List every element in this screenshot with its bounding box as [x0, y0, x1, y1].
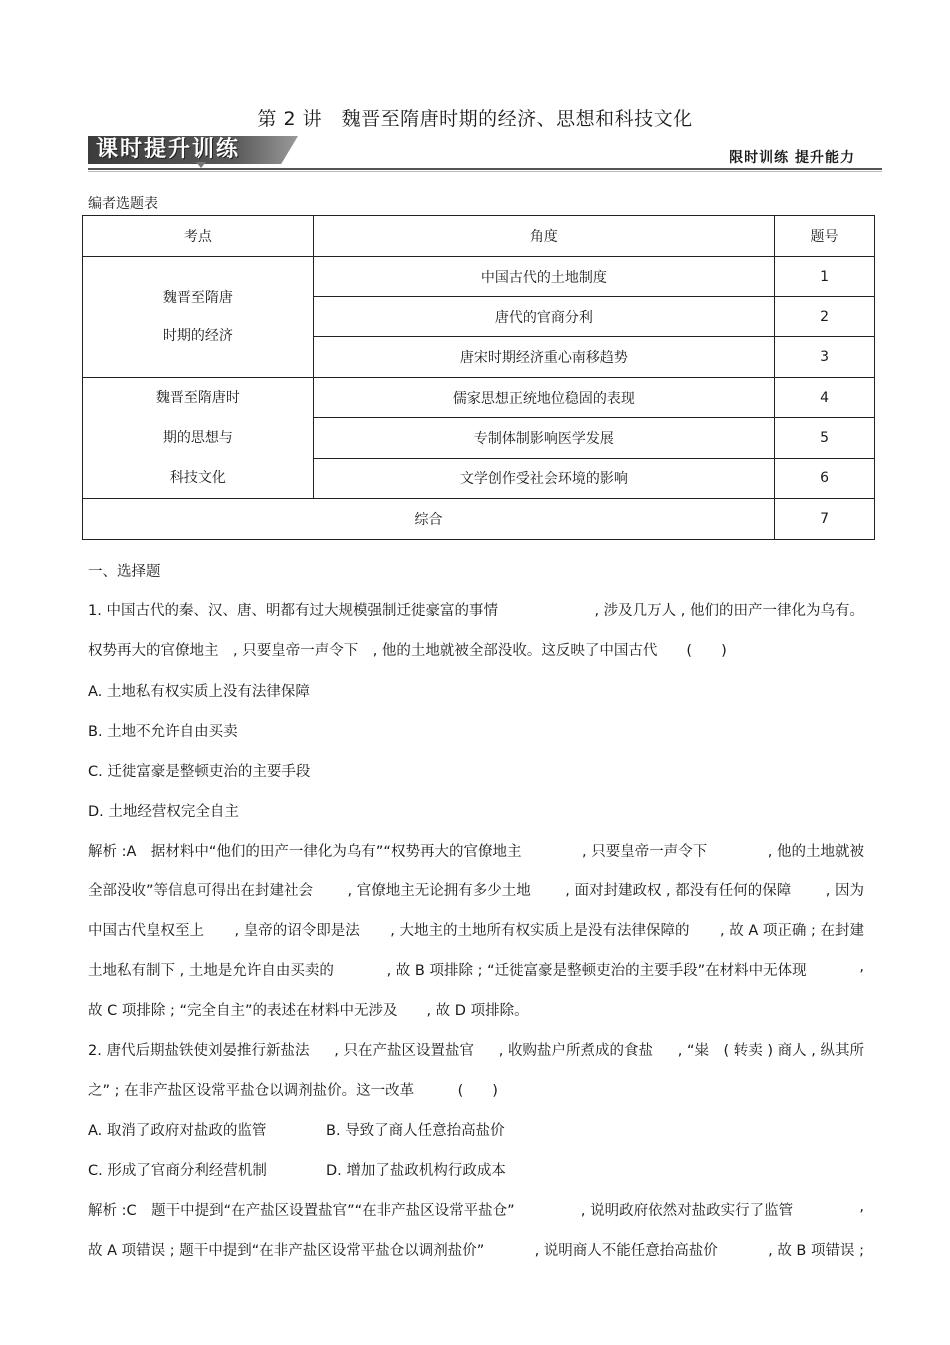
summary-number: 7	[775, 499, 875, 540]
analysis-line	[88, 879, 864, 900]
option-d: D. 增加了盐政机构行政成本	[326, 1163, 506, 1179]
text-segment: , 他的土地就被	[767, 844, 864, 860]
option-b: B. 导致了商人任意抬高盐价	[326, 1123, 505, 1139]
topic-table	[82, 215, 875, 540]
angle-cell: 中国古代的土地制度	[313, 257, 774, 297]
text-segment: ,	[859, 959, 864, 975]
header-angle: 角度	[313, 216, 774, 257]
text-segment: , 故 A 项正确 ; 在封建	[720, 923, 864, 939]
text-segment: 1. 中国古代的秦、汉、唐、明都有过大规模强制迁徙豪富的事情	[88, 603, 498, 619]
option-b: B. 土地不允许自由买卖	[88, 724, 238, 740]
number-cell: 6	[775, 458, 875, 498]
analysis-line	[88, 919, 864, 940]
text-segment: , “粜 ( 转卖 ) 商人 , 纵其所	[677, 1043, 864, 1059]
text-segment: 2. 唐代后期盐铁使刘晏推行新盐法	[88, 1043, 310, 1059]
text-segment: , 故 B 项排除 ; “迁徙富豪是整顿吏治的主要手段”在材料中无体现	[386, 963, 807, 979]
option-c: C. 形成了官商分利经营机制	[88, 1163, 267, 1179]
table-header-row	[83, 216, 875, 257]
text-segment: , 故 B 项错误 ;	[768, 1243, 864, 1259]
analysis-line	[88, 1239, 864, 1260]
angle-cell: 唐宋时期经济重心南移趋势	[313, 337, 774, 378]
number-cell: 5	[775, 418, 875, 458]
question-stem-line: 之” ; 在非产盐区设常平盐仓以调剂盐价。这一改革 ( )	[88, 1083, 498, 1099]
text-segment: , 官僚地主无论拥有多少土地	[347, 883, 531, 899]
text-segment: ,	[859, 1199, 864, 1215]
question-stem-line	[88, 599, 864, 620]
section-heading: 一、选择题	[88, 564, 161, 580]
topic-cell	[83, 378, 314, 499]
text-segment: , 大地主的土地所有权实质上是没有法律保障的	[390, 923, 690, 939]
topic-line: 科技文化	[169, 470, 226, 486]
header-rule-thin	[88, 171, 882, 172]
text-segment: 解析 :C 题干中提到“在产盐区设置盐官”“在非产盐区设常平盐仓”	[88, 1203, 515, 1219]
number-cell: 2	[775, 297, 875, 337]
text-segment: , 说明政府依然对盐政实行了监管	[580, 1203, 794, 1219]
banner-label: 课时提升训练	[96, 137, 241, 162]
header-rule	[88, 168, 882, 170]
text-segment: 故 A 项错误 ; 题干中提到“在非产盐区设常平盐仓以调剂盐价”	[88, 1243, 485, 1259]
text-segment: , 收购盐户所煮成的食盐	[498, 1043, 653, 1059]
number-cell: 3	[775, 337, 875, 378]
header-topic: 考点	[83, 216, 314, 257]
option-a: A. 土地私有权实质上没有法律保障	[88, 684, 310, 700]
text-segment: 全部没收”等信息可得出在封建社会	[88, 883, 314, 899]
angle-cell: 专制体制影响医学发展	[313, 418, 774, 458]
header-number: 题号	[775, 216, 875, 257]
text-segment: , 因为	[825, 883, 864, 899]
text-segment: , 皇帝的诏令即是法	[234, 923, 360, 939]
option-d: D. 土地经营权完全自主	[88, 804, 239, 820]
text-segment: , 涉及几万人 , 他们的田产一律化为乌有。	[594, 603, 864, 619]
angle-cell: 文学创作受社会环境的影响	[313, 458, 774, 498]
analysis-line	[88, 840, 864, 861]
text-segment: , 说明商人不能任意抬高盐价	[534, 1243, 718, 1259]
angle-cell: 儒家思想正统地位稳固的表现	[313, 378, 774, 418]
angle-cell: 唐代的官商分利	[313, 297, 774, 337]
lesson-title: 第 2 讲 魏晋至隋唐时期的经济、思想和科技文化	[257, 108, 693, 130]
text-segment: 中国古代皇权至上	[88, 923, 204, 939]
analysis-line	[88, 959, 864, 980]
analysis-line	[88, 1199, 864, 1220]
topic-line: 期的思想与	[162, 430, 233, 446]
header-slogan: 限时训练 提升能力	[729, 150, 855, 166]
topic-line: 魏晋至隋唐时	[155, 390, 240, 406]
text-segment: , 只要皇帝一声令下	[582, 844, 708, 860]
number-cell: 1	[775, 257, 875, 297]
section-banner	[88, 136, 310, 168]
number-cell: 4	[775, 378, 875, 418]
text-segment: , 只在产盐区设置盐官	[334, 1043, 474, 1059]
topic-cell	[83, 257, 314, 378]
table-summary-row	[83, 499, 875, 540]
text-segment: , 面对封建政权 , 都没有任何的保障	[565, 883, 792, 899]
text-segment: 土地私有制下 , 土地是允许自由买卖的	[88, 963, 334, 979]
text-segment: 解析 :A 据材料中“他们的田产一律化为乌有”“权势再大的官僚地主	[88, 844, 522, 860]
summary-label: 综合	[83, 499, 775, 540]
question-stem-line	[88, 1039, 864, 1060]
table-row	[83, 257, 875, 297]
table-caption: 编者选题表	[88, 196, 158, 212]
option-c: C. 迁徙富豪是整顿吏治的主要手段	[88, 764, 311, 780]
table-row	[83, 378, 875, 418]
question-stem-line: 权势再大的官僚地主 , 只要皇帝一声令下 , 他的土地就被全部没收。这反映了中国古代 ( )	[88, 643, 727, 659]
analysis-line: 故 C 项排除 ; “完全自主”的表述在材料中无涉及 , 故 D 项排除。	[88, 1003, 529, 1019]
option-a: A. 取消了政府对盐政的监管	[88, 1123, 267, 1139]
topic-line: 魏晋至隋唐	[162, 290, 233, 306]
topic-line: 时期的经济	[162, 328, 233, 344]
